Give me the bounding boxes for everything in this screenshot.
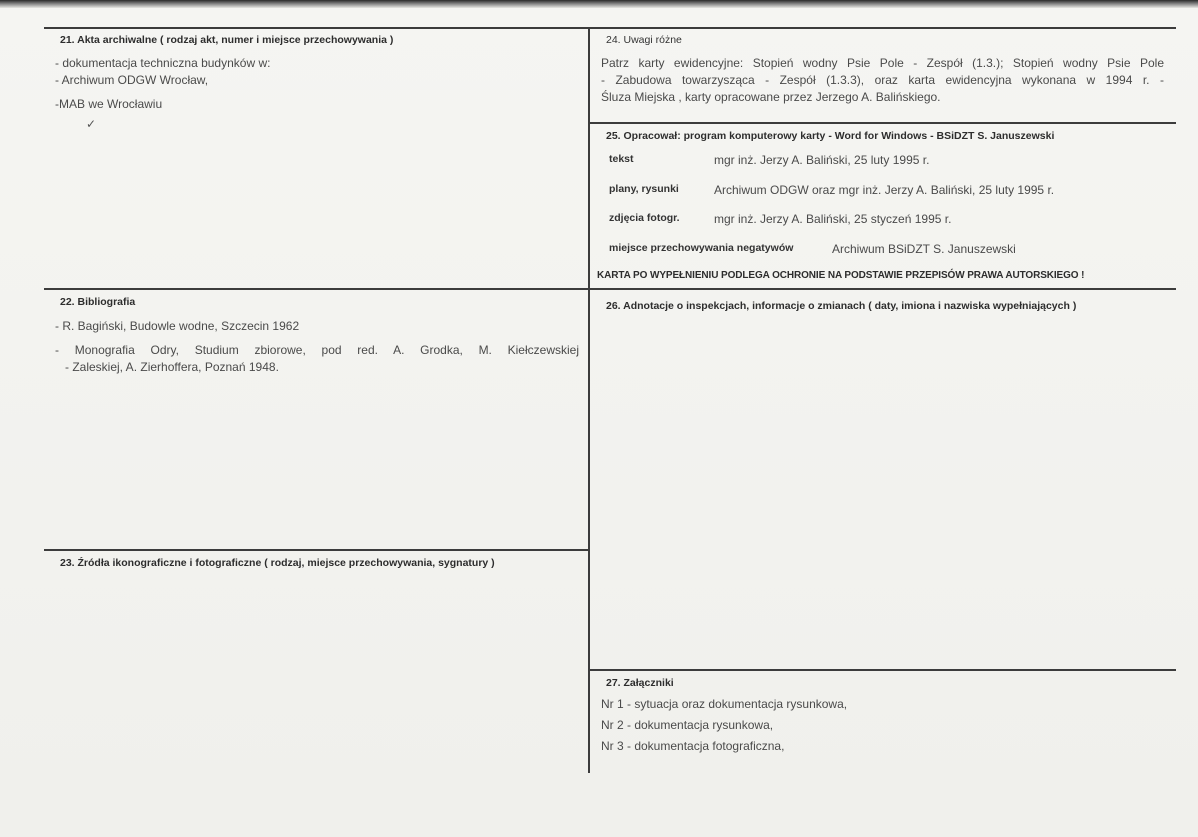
row-label-plans: plany, rysunki xyxy=(609,183,679,195)
section-21-heading: 21. Akta archiwalne ( rodzaj akt, numer i miejsce przechowywania ) xyxy=(60,34,394,46)
section-24-line-3: Śluza Miejska , karty opracowane przez Jerzego A. Balińskiego. xyxy=(601,90,941,104)
row-value-text: mgr inż. Jerzy A. Baliński, 25 luty 1995 r. xyxy=(714,153,930,167)
section-22-heading: 22. Bibliografia xyxy=(60,296,136,308)
section-21-line-3: -MAB we Wrocławiu xyxy=(55,97,163,111)
row-value-plans: Archiwum ODGW oraz mgr inż. Jerzy A. Baliński, 25 luty 1995 r. xyxy=(714,183,1055,197)
attachment-3: Nr 3 - dokumentacja fotograficzna, xyxy=(601,739,785,753)
copyright-warning: KARTA PO WYPEŁNIENIU PODLEGA OCHRONIE NA PODSTAWIE PRZEPISÓW PRAWA AUTORSKIEGO ! xyxy=(597,270,1085,281)
section-25-heading: 25. Opracował: program komputerowy karty - Word for Windows - BSiDZT S. Januszewski xyxy=(606,130,1055,142)
section-24-line-2: - Zabudowa towarzysząca - Zespół (1.3.3), oraz karta ewidencyjna wykonana w 1994 r. - xyxy=(601,73,1164,87)
section-24-heading: 24. Uwagi różne xyxy=(606,34,682,46)
bibliography-item-2-line-2: - Zaleskiej, A. Zierhoffera, Poznań 1948. xyxy=(65,360,279,374)
section-21-line-2: - Archiwum ODGW Wrocław, xyxy=(55,73,209,87)
divider-21-22 xyxy=(44,288,589,290)
divider-26-27 xyxy=(589,669,1176,671)
scan-edge xyxy=(0,0,1198,8)
bibliography-item-1: - R. Bagiński, Budowle wodne, Szczecin 1962 xyxy=(55,319,300,333)
divider-25-26 xyxy=(589,288,1176,290)
divider-center xyxy=(588,27,590,773)
divider-top xyxy=(44,27,1176,29)
pen-mark: ✓ xyxy=(86,117,97,131)
section-24-line-1: Patrz karty ewidencyjne: Stopień wodny Psie Pole - Zespół (1.3.); Stopień wodny Psie Pole xyxy=(601,56,1164,70)
divider-24-25 xyxy=(589,122,1176,124)
section-26-heading: 26. Adnotacje o inspekcjach, informacje o zmianach ( daty, imiona i nazwiska wypełniających ) xyxy=(606,300,1077,312)
bibliography-item-2-line-1: - Monografia Odry, Studium zbiorowe, pod red. A. Grodka, M. Kiełczewskiej xyxy=(55,343,579,357)
row-label-text: tekst xyxy=(609,153,634,165)
section-21-line-1: - dokumentacja techniczna budynków w: xyxy=(55,56,271,70)
attachment-2: Nr 2 - dokumentacja rysunkowa, xyxy=(601,718,774,732)
row-label-photos: zdjęcia fotogr. xyxy=(609,212,680,224)
row-label-negatives: miejsce przechowywania negatywów xyxy=(609,242,794,254)
row-value-photos: mgr inż. Jerzy A. Baliński, 25 styczeń 1995 r. xyxy=(714,212,952,226)
row-value-negatives: Archiwum BSiDZT S. Januszewski xyxy=(832,242,1016,256)
section-23-heading: 23. Źródła ikonograficzne i fotograficzne ( rodzaj, miejsce przechowywania, sygnatury ) xyxy=(60,557,495,569)
attachment-1: Nr 1 - sytuacja oraz dokumentacja rysunkowa, xyxy=(601,697,848,711)
divider-22-23 xyxy=(44,549,589,551)
section-27-heading: 27. Załączniki xyxy=(606,677,674,689)
